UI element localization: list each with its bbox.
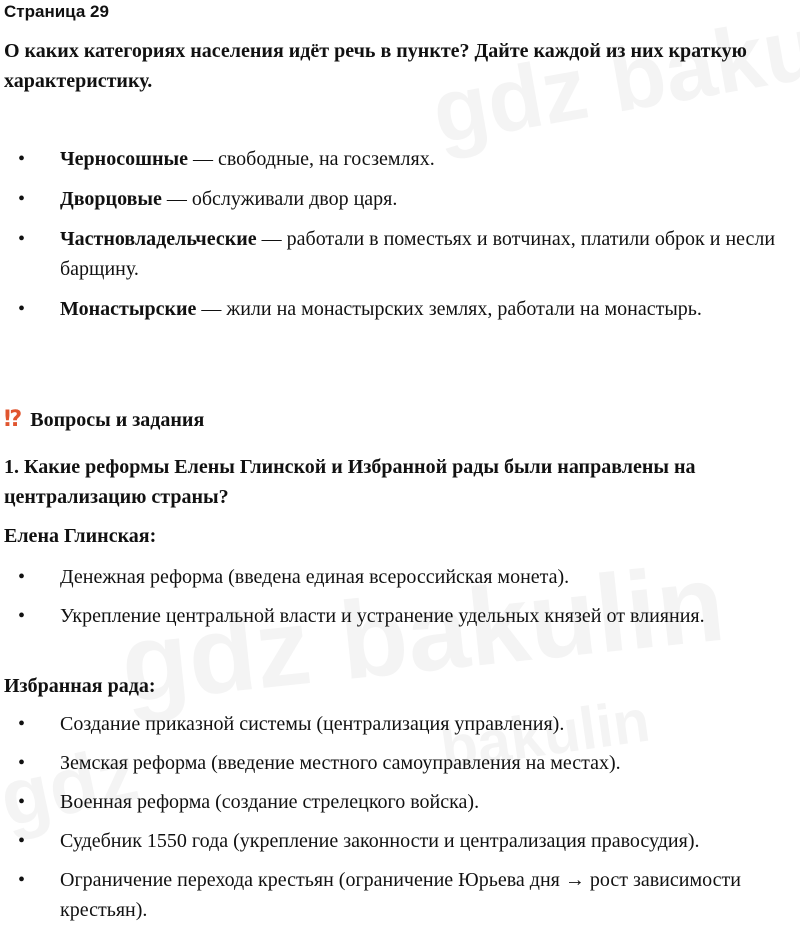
glinskaya-list: [0, 562, 800, 631]
exclamation-question-icon: ⁉: [4, 407, 23, 432]
term: Монастырские: [60, 298, 197, 320]
list-item: • Судебник 1550 года (укрепление законности и централизация правосудия).: [0, 826, 800, 856]
definition: — жили на монастырских землях, работали на монастырь.: [196, 298, 702, 320]
question-heading: О каких категориях населения идёт речь в пункте? Дайте каждой из них краткую характеристику.: [4, 40, 747, 92]
rada-list: [0, 709, 800, 925]
definition: — работали в поместьях и вотчинах, платили оброк и несли барщину.: [60, 228, 776, 280]
term: Черносошные: [60, 148, 188, 170]
section-title: [4, 405, 204, 435]
list-item: • Денежная реформа (введена единая всероссийская монета).: [0, 562, 800, 592]
definition: — обслуживали двор царя.: [161, 188, 398, 210]
list-item: [0, 184, 800, 214]
list-item: [0, 294, 800, 324]
term: Дворцовые: [60, 188, 162, 210]
list-item: [0, 224, 800, 284]
subheading-glinskaya: Елена Глинская:: [4, 525, 157, 547]
task-question: 1. Какие реформы Елены Глинской и Избранной рады были направлены на централизацию страны?: [4, 456, 696, 508]
list-item: • Военная реформа (создание стрелецкого войска).: [0, 787, 800, 817]
list-item: • Земская реформа (введение местного самоуправления на местах).: [0, 748, 800, 778]
subheading-rada: Избранная рада:: [4, 675, 156, 697]
list-item: [0, 144, 800, 174]
list-item: • Укрепление центральной власти и устранение удельных князей от влияния.: [0, 601, 800, 631]
categories-list: [0, 144, 800, 324]
definition: — свободные, на госземлях.: [187, 148, 435, 170]
list-item: • Создание приказной системы (централизация управления).: [0, 709, 800, 739]
term: Частновладельческие: [60, 228, 257, 250]
list-item: • Ограничение перехода крестьян (ограничение Юрьева дня → рост зависимости крестьян).: [0, 865, 800, 925]
section-title-text: Вопросы и задания: [30, 409, 205, 431]
page-label: Страница 29: [4, 2, 109, 21]
